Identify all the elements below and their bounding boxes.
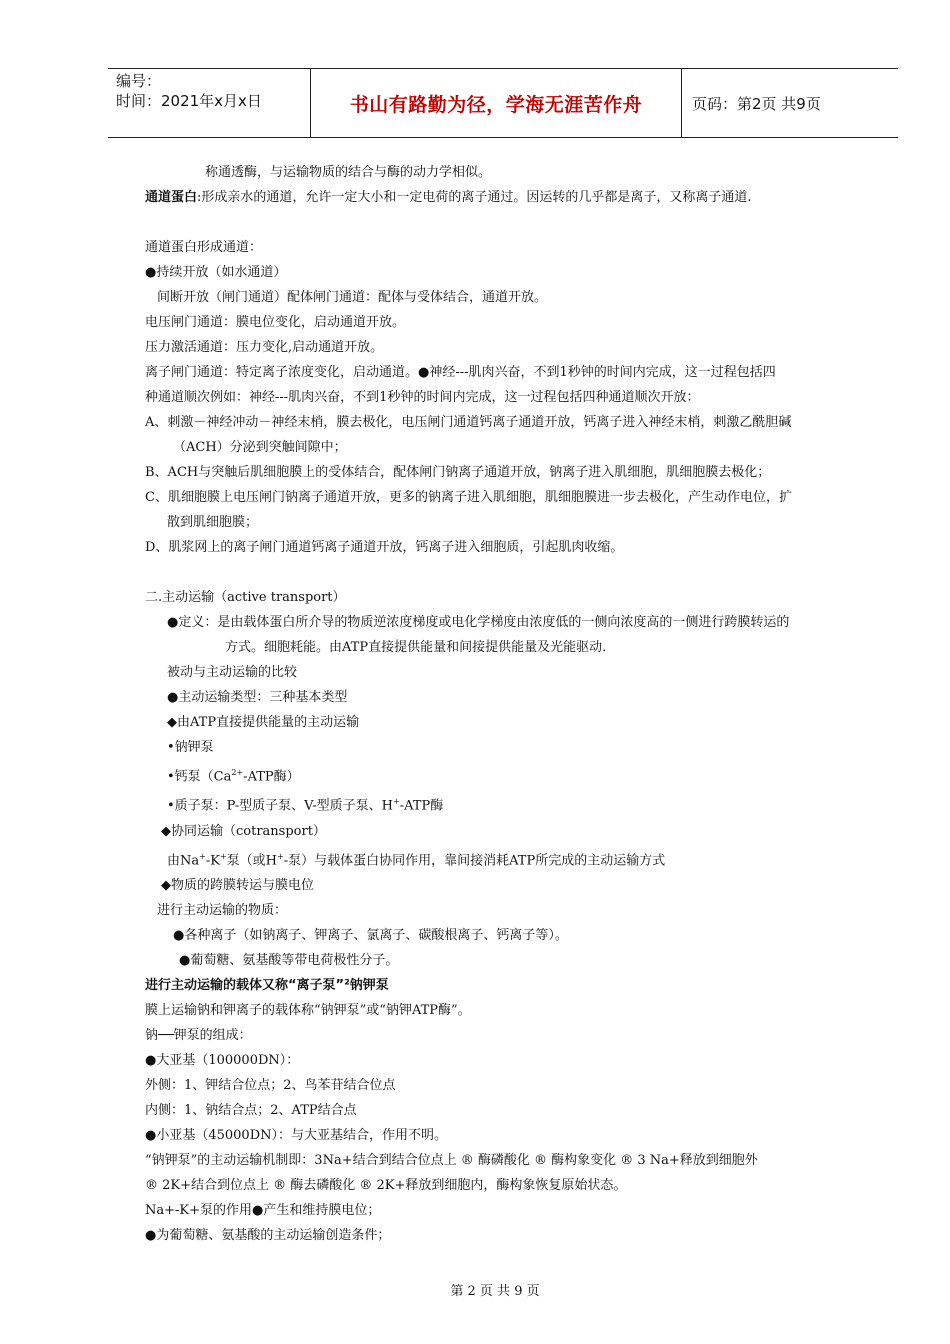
paragraph-line: 方式。细胞耗能。由ATP直接提供能量和间接提供能量及光能驱动. (225, 640, 607, 655)
text-run: 泵（或H (226, 852, 277, 868)
time-label: 时间：2021年x月x日 (116, 92, 262, 110)
motto: 书山有路勤为径，学海无涯苦作舟 (349, 93, 643, 116)
paragraph-line: （ACH）分泌到突触间隙中； (173, 440, 347, 455)
bold-heading: 进行主动运输的载体又称“离子泵”²钠钾泵 (145, 977, 389, 993)
paragraph-line: ◆协同运输（cotransport） (161, 823, 326, 839)
paragraph-line: ◆由ATP直接提供能量的主动运输 (167, 715, 360, 730)
paragraph-line: 内侧：1、钠结合点；2、ATP结合点 (145, 1102, 357, 1118)
blank-line (145, 210, 865, 235)
paragraph-line: 称通透酶，与运输物质的结合与酶的动力学相似。 (205, 165, 492, 180)
paragraph-line: C、肌细胞膜上电压闸门钠离子通道开放，更多的钠离子进入肌细胞，肌细胞膜进一步去极化，产生动作电位，扩 (145, 490, 792, 505)
paragraph-line (145, 760, 865, 789)
paragraph-line: 钠──钾泵的组成： (145, 1027, 252, 1043)
paragraph-line: D、肌浆网上的离子闸门通道钙离子通道开放，钙离子进入细胞质，引起肌肉收缩。 (145, 540, 624, 555)
paragraph-line: 膜上运输钠和钾离子的载体称“钠钾泵”或“钠钾ATP酶”。 (145, 1002, 471, 1018)
paragraph-line: 离子闸门通道：特定离子浓度变化，启动通道。●神经---肌肉兴奋，不到1秒钟的时间内完成，这一过程包括四 (145, 365, 776, 380)
paragraph-line: 种通道顺次例如：神经---肌肉兴奋，不到1秒钟的时间内完成，这一过程包括四种通道顺次开放： (145, 390, 700, 405)
header-motto-cell (310, 69, 682, 137)
paragraph-line: 间断开放（闸门通道）配体闸门通道：配体与受体结合，通道开放。 (157, 290, 548, 305)
paragraph-line: 通道蛋白形成通道： (145, 240, 263, 255)
paragraph-line: 外侧：1、钾结合位点；2、鸟苯苷结合位点 (145, 1077, 396, 1093)
paragraph-line: ●定义：是由载体蛋白所介导的物质逆浓度梯度或电化学梯度由浓度低的一侧向浓度高的一侧进行跨膜转运的 (167, 615, 790, 630)
term-heading: 通道蛋白 (145, 190, 198, 205)
paragraph-line: B、ACH与突触后肌细胞膜上的受体结合，配体闸门钠离子通道开放，钠离子进入肌细胞，肌细胞膜去极化； (145, 465, 771, 480)
text-run: -ATP酶 (399, 798, 444, 814)
text-run: •钙泵（Ca (167, 769, 232, 785)
page-header (108, 68, 898, 138)
paragraph-line: 进行主动运输的物质： (157, 902, 288, 918)
paragraph-line (145, 844, 865, 873)
paragraph-line: ●大亚基（100000DN）： (145, 1052, 300, 1068)
term-definition: :形成亲水的通道，允许一定大小和一定电荷的离子通过。因运转的几乎都是离子，又称离子通道. (197, 190, 752, 205)
paragraph-line: ◆物质的跨膜转运与膜电位 (161, 877, 314, 893)
section-heading: 二.主动运输（active transport） (145, 590, 346, 605)
paragraph-line: “钠钾泵”的主动运输机制即：3Na+结合到结合位点上 ® 酶磷酸化 ® 酶构象变化 ® 3 Na+释放到细胞外 (145, 1152, 758, 1168)
superscript: + (219, 851, 227, 861)
paragraph-line: 被动与主动运输的比较 (167, 665, 298, 680)
paragraph-line: ●各种离子（如钠离子、钾离子、氯离子、碳酸根离子、钙离子等）。 (173, 927, 568, 943)
paragraph-line (145, 789, 865, 818)
paragraph-line: •钠钾泵 (167, 740, 214, 755)
paragraph-line: 电压闸门通道：膜电位变化，启动通道开放。 (145, 315, 406, 330)
paragraph-line: ●小亚基（45000DN）：与大亚基结合，作用不明。 (145, 1127, 447, 1143)
blank-line (145, 560, 865, 585)
header-left-cell (108, 69, 310, 137)
text-run: -泵）与载体蛋白协同作用，靠间接消耗ATP所完成的主动运输方式 (283, 852, 666, 868)
number-label: 编号： (116, 72, 162, 90)
text-run: •质子泵：P-型质子泵、V-型质子泵、H (167, 798, 394, 814)
header-page-cell (682, 69, 898, 137)
page-label: 页码：第2页 共9页 (692, 94, 821, 113)
paragraph-line: A、刺激－神经冲动－神经末梢，膜去极化，电压闸门通道钙离子通道开放，钙离子进入神经末梢，刺激乙酰胆碱 (145, 415, 792, 430)
superscript: 2+ (231, 768, 244, 777)
paragraph-line: ●持续开放（如水通道） (145, 265, 287, 280)
paragraph-line (145, 185, 865, 210)
paragraph-line: ●为葡萄糖、氨基酸的主动运输创造条件； (145, 1227, 391, 1243)
paragraph-line: 散到肌细胞膜； (167, 515, 259, 530)
superscript: + (277, 851, 284, 861)
text-run: -ATP酶） (243, 769, 300, 785)
paragraph-line: Na+-K+泵的作用●产生和维持膜电位； (145, 1202, 381, 1218)
document-body (145, 160, 865, 1248)
page-footer: 第 2 页 共 9 页 (450, 1284, 540, 1299)
superscript: + (199, 851, 206, 861)
paragraph-line: ® 2K+结合到位点上 ® 酶去磷酸化 ® 2K+释放到细胞内，酶构象恢复原始状态。 (145, 1177, 627, 1193)
paragraph-line: ●葡萄糖、氨基酸等带电荷极性分子。 (179, 952, 399, 968)
paragraph-line: 压力激活通道：压力变化,启动通道开放。 (145, 340, 384, 355)
text-run: -K (205, 852, 220, 868)
text-run: 由Na (167, 852, 200, 868)
paragraph-line: ●主动运输类型：三种基本类型 (167, 690, 348, 705)
superscript: + (393, 797, 400, 807)
